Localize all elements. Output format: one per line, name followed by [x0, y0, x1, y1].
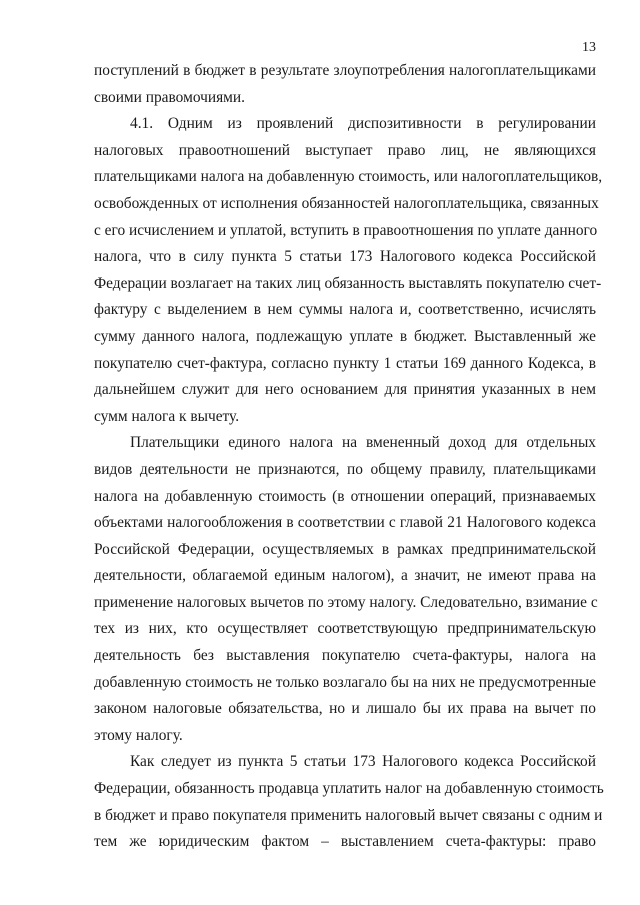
text-line: своими правомочиями. [94, 88, 245, 106]
paragraph [94, 749, 604, 855]
text-line: дальнейшем служит для него основанием для принятия указанных в нем [94, 381, 596, 399]
text-line: этому налогу. [94, 726, 183, 744]
paragraph [94, 111, 603, 430]
text-line: в бюджет и право покупателя применить налоговый вычет связаны с одним и [94, 806, 603, 824]
text-line: плательщиками налога на добавленную стоимость, или налогоплательщиков, [94, 168, 603, 186]
document-body [94, 58, 604, 856]
text-line: объектами налогообложения в соответствии с главой 21 Налогового кодекса [94, 514, 596, 532]
text-line: Федерации возлагает на таких лиц обязанность выставлять покупателю счет- [94, 274, 602, 292]
text-line: применение налоговых вычетов по этому налогу. Следовательно, взимание с [94, 593, 598, 611]
text-line: добавленную стоимость не только возлагало бы на них не предусмотренные [94, 673, 596, 691]
text-line: Как следует из пункта 5 статьи 173 Налогового кодекса Российской [130, 753, 596, 771]
text-line: покупателю счет-фактура, согласно пункту 1 статьи 169 данного Кодекса, в [94, 354, 596, 372]
text-line: деятельность без выставления покупателю счета-фактуры, налога на [94, 647, 596, 665]
text-line: законом налоговые обязательства, но и лишало бы их права на вычет по [94, 700, 596, 718]
text-line: с его исчислением и уплатой, вступить в правоотношения по уплате данного [94, 221, 598, 239]
text-line: фактуру с выделением в нем суммы налога и, соответственно, исчислять [94, 301, 596, 319]
text-line: поступлений в бюджет в результате злоупотребления налогоплательщиками [94, 62, 596, 79]
text-line: 4.1. Одним из проявлений диспозитивности в регулировании [130, 115, 596, 133]
text-line: налога, что в силу пункта 5 статьи 173 Налогового кодекса Российской [94, 248, 596, 266]
page-number: 13 [582, 40, 596, 55]
text-line: сумм налога к вычету. [94, 407, 240, 425]
text-line: налога на добавленную стоимость (в отношении операций, признаваемых [94, 487, 596, 505]
paragraph [94, 58, 596, 111]
text-line: деятельности, облагаемой единым налогом), а значит, не имеют права на [94, 567, 596, 585]
text-line: тем же юридическим фактом – выставлением счета-фактуры: право [94, 833, 596, 851]
text-line: налоговых правоотношений выступает право лиц, не являющихся [94, 141, 596, 159]
text-line: освобожденных от исполнения обязанностей налогоплательщика, связанных [94, 194, 599, 212]
text-line: видов деятельности не признаются, по общему правилу, плательщиками [94, 460, 596, 478]
text-line: тех из них, кто осуществляет соответствующую предпринимательскую [94, 620, 596, 638]
text-line: сумму данного налога, подлежащую уплате в бюджет. Выставленный же [94, 327, 596, 345]
paragraph [94, 430, 596, 749]
text-line: Плательщики единого налога на вмененный доход для отдельных [130, 434, 596, 452]
text-line: Российской Федерации, осуществляемых в рамках предпринимательской [94, 540, 596, 558]
text-line: Федерации, обязанность продавца уплатить налог на добавленную стоимость [94, 780, 604, 798]
